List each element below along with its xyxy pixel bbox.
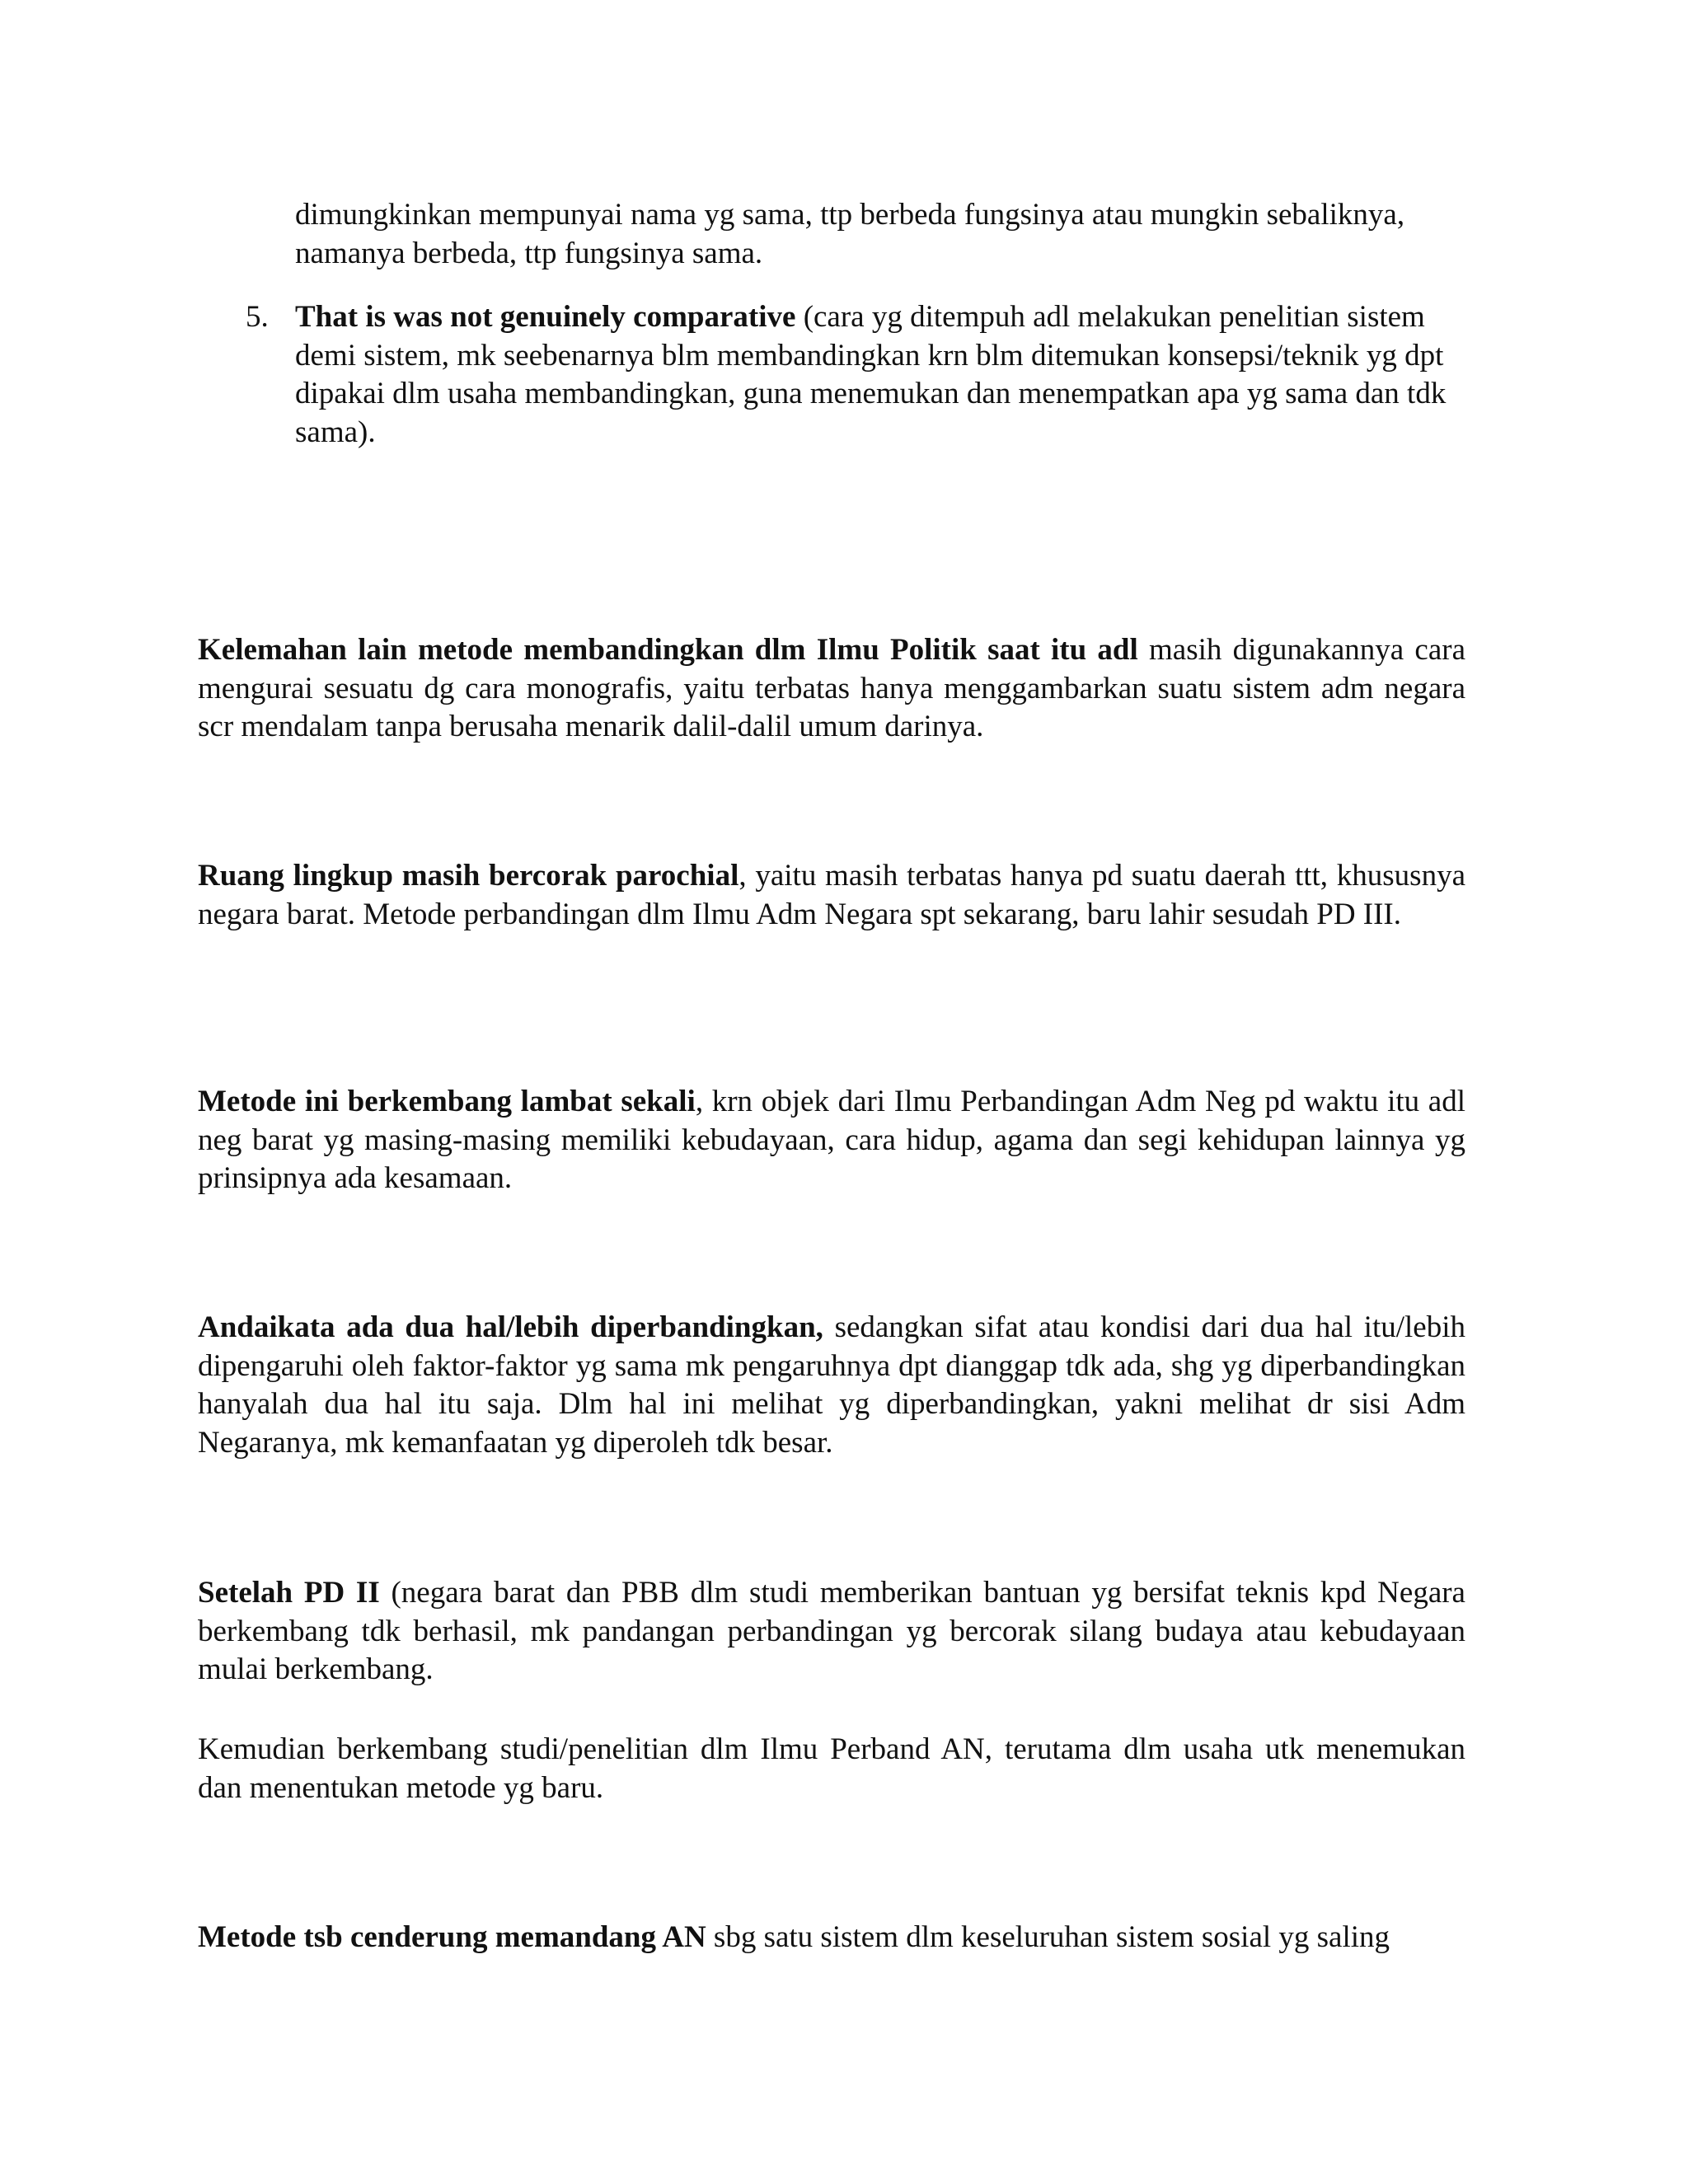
paragraph-setelah-pd-ii	[198, 1574, 1465, 1690]
paragraph-text: sbg satu sistem dlm keseluruhan sistem sosial yg saling	[706, 1920, 1390, 1954]
paragraph-text: , yaitu masih terbatas hanya pd suatu daerah ttt, khususnya negara barat. Metode perbandingan dlm Ilmu Adm Negara spt sekarang, baru lahir sesudah PD III.	[198, 859, 1465, 931]
paragraph-bold-lead: Metode tsb cenderung memandang AN	[198, 1920, 706, 1954]
paragraph-andaikata	[198, 1309, 1465, 1462]
continuation-text: dimungkinkan mempunyai nama yg sama, ttp berbeda fungsinya atau mungkin sebaliknya, namanya berbeda, ttp fungsinya sama.	[295, 198, 1405, 270]
paragraph-text: sedangkan sifat atau kondisi dari dua hal itu/lebih dipengaruhi oleh faktor-faktor yg sama mk pengaruhnya dpt dianggap tdk ada, shg yg diperbandingkan hanyalah dua hal itu saja. Dlm hal ini melihat yg diperbandingkan, yakni melihat dr sisi Adm Negaranya, mk kemanfaatan yg diperoleh tdk besar.	[198, 1310, 1465, 1460]
list-item-5	[246, 298, 1465, 452]
paragraph-bold-lead: Metode ini berkembang lambat sekali	[198, 1085, 696, 1118]
paragraph-text: masih digunakannya cara mengurai sesuatu dg cara monografis, yaitu terbatas hanya menggambarkan suatu sistem adm negara scr mendalam tanpa berusaha menarik dalil-dalil umum darinya.	[198, 633, 1465, 743]
list-item-continuation	[295, 196, 1465, 273]
paragraph-text: (negara barat dan PBB dlm studi memberikan bantuan yg bersifat teknis kpd Negara berkembang tdk berhasil, mk pandangan perbandingan yg bercorak silang budaya atau kebudayaan mulai berkembang.	[198, 1576, 1465, 1686]
paragraph-kelemahan	[198, 631, 1465, 747]
list-item-text: (cara yg ditempuh adl melakukan penelitian sistem demi sistem, mk seebenarnya blm membandingkan krn blm ditemukan konsepsi/teknik yg dpt dipakai dlm usaha membandingkan, guna menemukan dan menempatkan apa yg sama dan tdk sama).	[295, 300, 1447, 449]
list-number: 5.	[246, 300, 269, 334]
paragraph-text: Kemudian berkembang studi/penelitian dlm Ilmu Perband AN, terutama dlm usaha utk menemukan dan menentukan metode yg baru.	[198, 1732, 1465, 1805]
list-item-bold-lead: That is was not genuinely comparative	[295, 300, 796, 334]
paragraph-kemudian	[198, 1731, 1465, 1807]
paragraph-bold-lead: Setelah PD II	[198, 1576, 380, 1610]
paragraph-bold-lead: Ruang lingkup masih bercorak parochial	[198, 859, 739, 893]
paragraph-bold-lead: Kelemahan lain metode membandingkan dlm Ilmu Politik saat itu adl	[198, 633, 1138, 667]
paragraph-metode-lambat	[198, 1083, 1465, 1198]
paragraph-bold-lead: Andaikata ada dua hal/lebih diperbandingkan,	[198, 1310, 823, 1344]
paragraph-ruang-lingkup	[198, 857, 1465, 934]
paragraph-metode-tsb	[198, 1919, 1465, 1957]
paragraph-text: , krn objek dari Ilmu Perbandingan Adm Neg pd waktu itu adl neg barat yg masing-masing memiliki kebudayaan, cara hidup, agama dan segi kehidupan lainnya yg prinsipnya ada kesamaan.	[198, 1085, 1465, 1195]
